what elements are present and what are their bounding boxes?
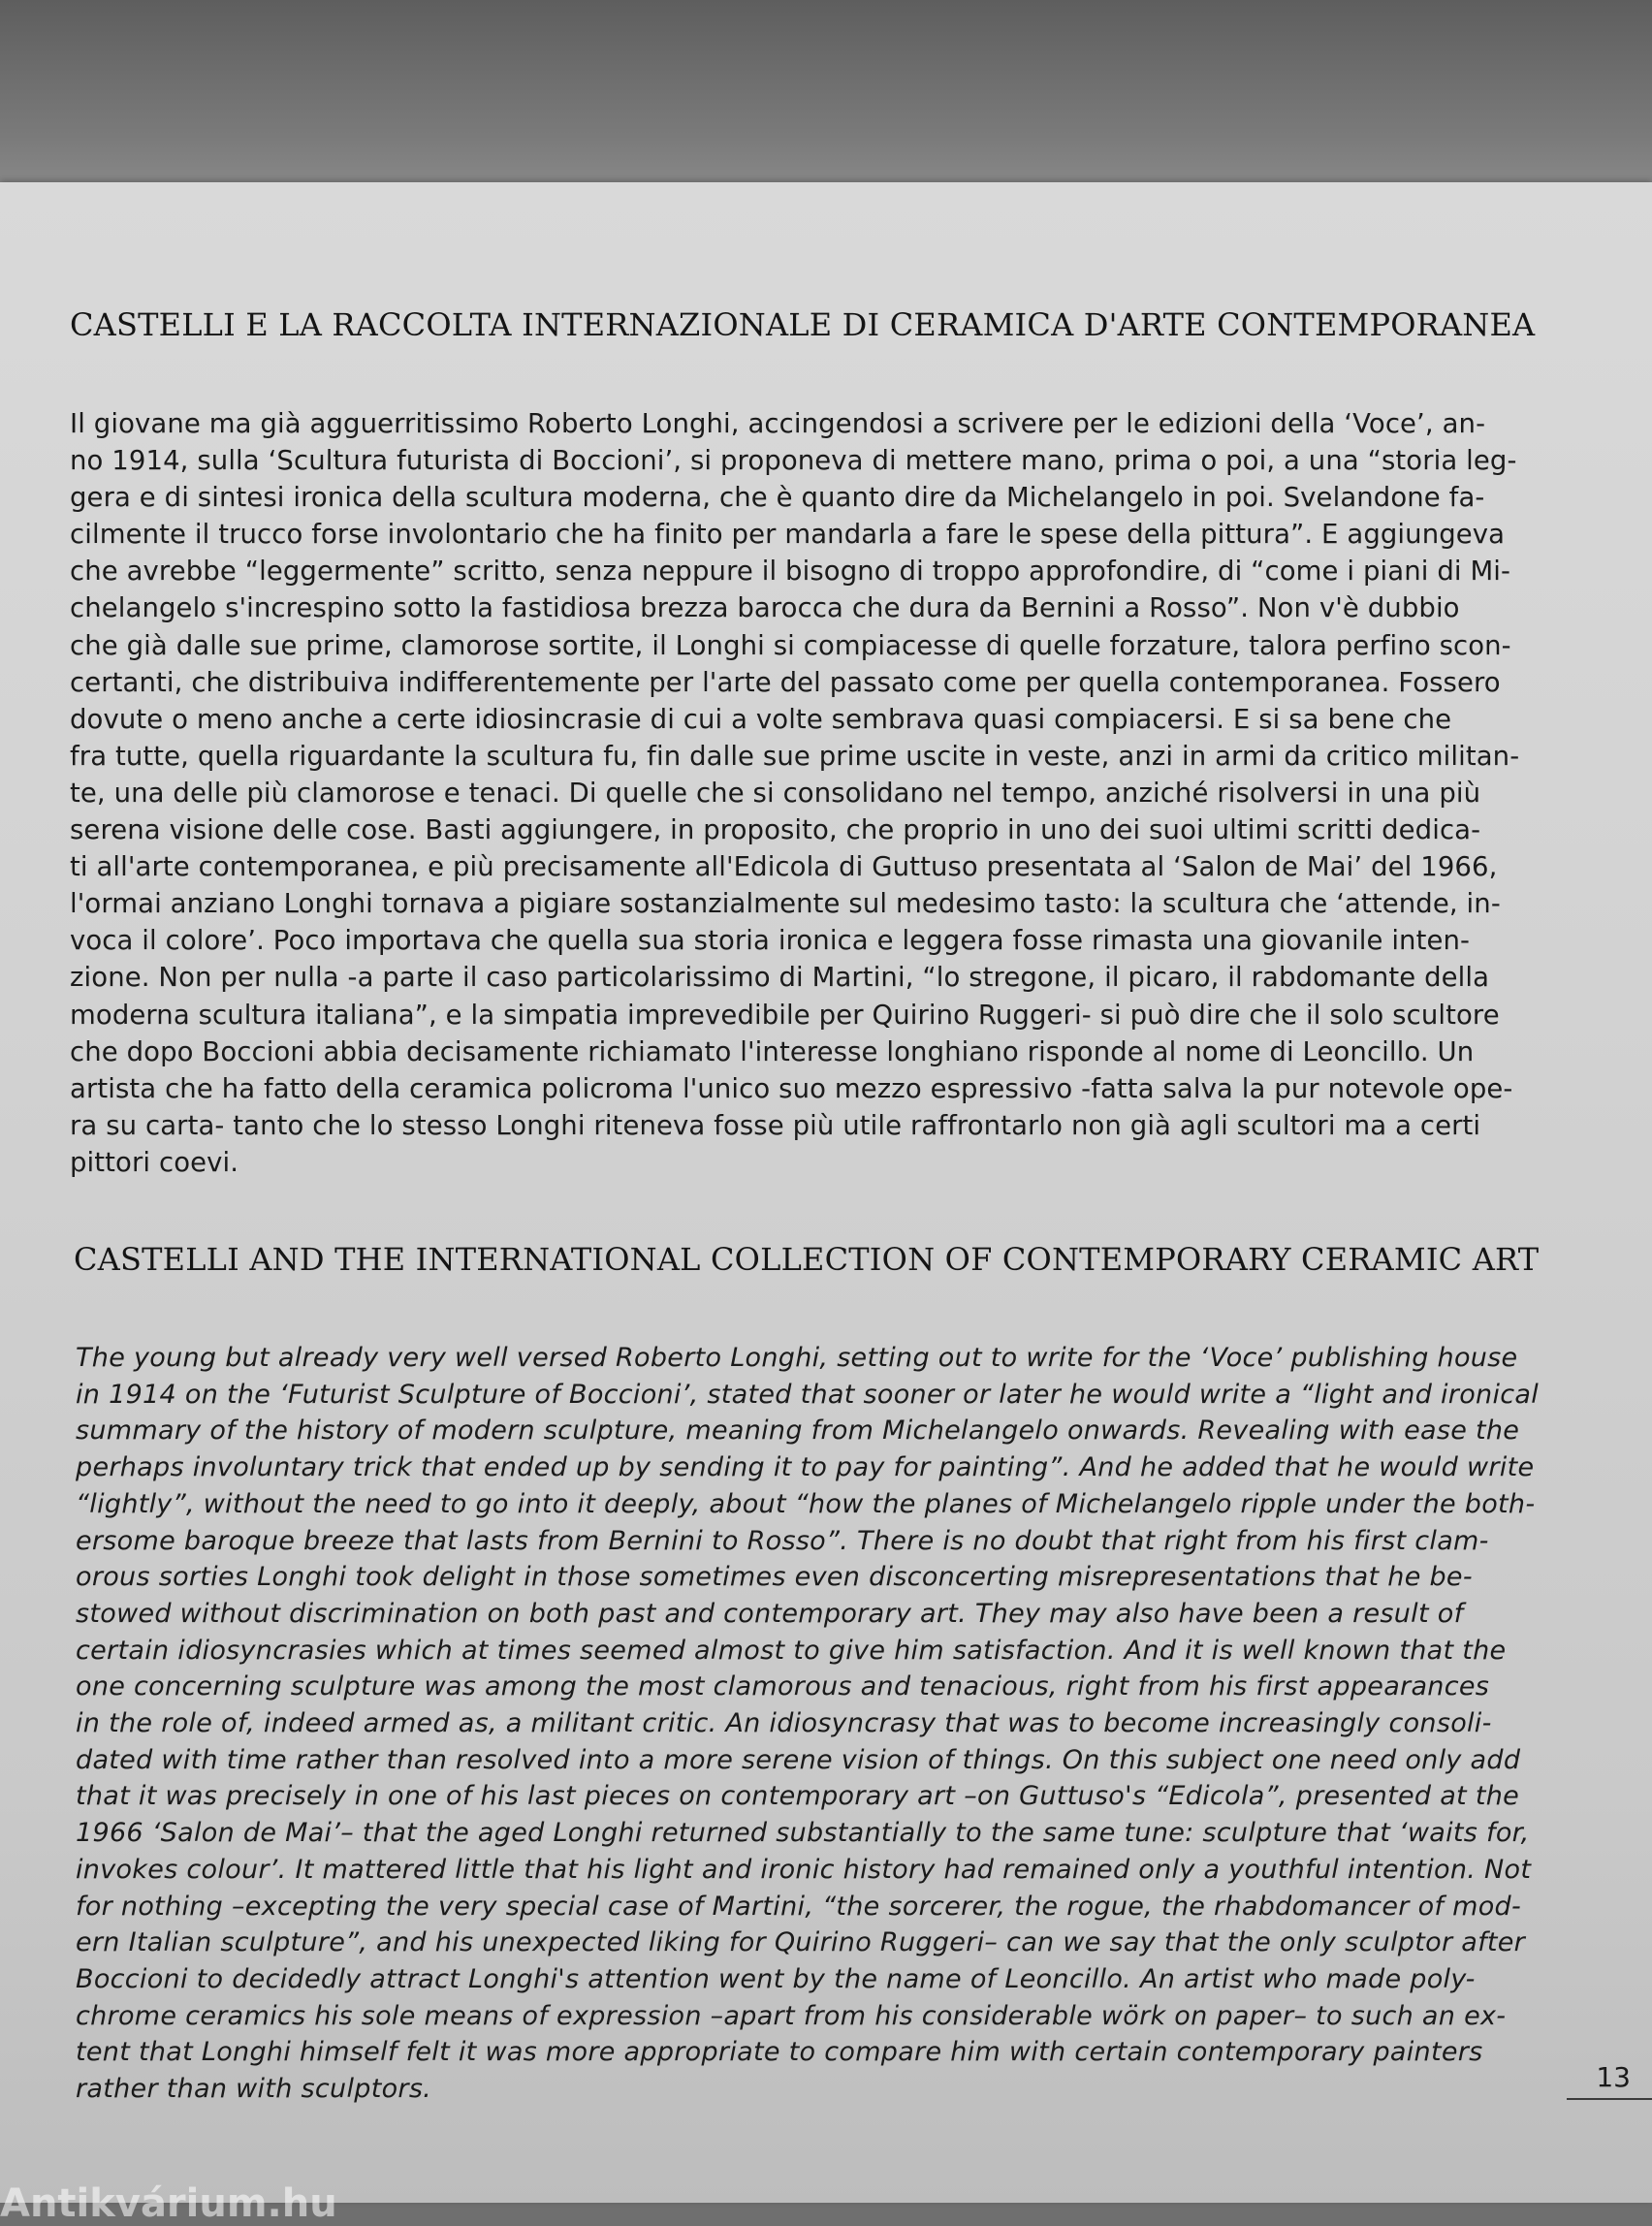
text-line: che già dalle sue prime, clamorose sortite, il Longhi si compiacesse di quelle forzature, talora perfino scon- [70,629,1511,661]
text-line: perhaps involuntary trick that ended up by sending it to pay for painting”. And he added that he would write [76,1452,1535,1483]
text-line: certain idiosyncrasies which at times seemed almost to give him satisfaction. And it is well known that the [76,1635,1507,1666]
text-line: te, una delle più clamorose e tenaci. Di quelle che si consolidano nel tempo, anziché risolversi in una più [70,777,1481,809]
text-line: Boccioni to decidedly attract Longhi's attention went by the name of Leoncillo. An artist who made poly- [76,1963,1476,1994]
text-line: fra tutte, quella riguardante la scultura fu, fin dalle sue prime uscite in veste, anzi in armi da critico militan- [70,740,1520,772]
text-line: “lightly”, without the need to go into it deeply, about “how the planes of Michelangelo ripple under the both- [76,1488,1536,1519]
text-line: rather than with sculptors. [76,2074,432,2105]
text-line: gera e di sintesi ironica della scultura moderna, che è quanto dire da Michelangelo in poi. Svelandone fa- [70,482,1485,514]
text-line: tent that Longhi himself felt it was more appropriate to compare him with certain contemporary painters [76,2037,1483,2068]
english-paragraph [76,1340,1569,2108]
background-surface [0,0,1652,194]
text-line: zione. Non per nulla -a parte il caso particolarissimo di Martini, “lo stregone, il picaro, il rabdomante della [70,962,1490,994]
text-line: pittori coevi. [70,1146,239,1178]
text-line: ern Italian sculpture”, and his unexpected liking for Quirino Ruggeri– can we say that the only sculptor after [76,1927,1526,1958]
text-line: The young but already very well versed Roberto Longhi, setting out to write for the ‘Voce’ publishing house [76,1343,1518,1373]
text-line: certanti, che distribuiva indifferentemente per l'arte del passato come per quella contemporanea. Fossero [70,666,1501,698]
text-line: invokes colour’. It mattered little that his light and ironic history had remained only a youthful intention. Not [76,1854,1532,1885]
text-line: che dopo Boccioni abbia decisamente richiamato l'interesse longhiano risponde al nome di Leoncillo. Un [70,1035,1475,1067]
text-line: dated with time rather than resolved into a more serene vision of things. On this subject one need only add [76,1744,1521,1775]
text-line: chrome ceramics his sole means of expression –apart from his considerable wörk on paper– to such an ex- [76,2000,1507,2031]
text-line: cilmente il trucco forse involontario che ha finito per mandarla a fare le spese della pittura”. E aggiungeva [70,519,1506,551]
text-line: Il giovane ma già agguerritissimo Roberto Longhi, accingendosi a scrivere per le edizioni della ‘Voce’, an- [70,408,1486,439]
text-line: moderna scultura italiana”, e la simpatia imprevedibile per Quirino Ruggeri- si può dire che il solo scultore [70,999,1500,1031]
text-line: in the role of, indeed armed as, a militant critic. An idiosyncrasy that was to become increasingly consoli- [76,1708,1492,1739]
text-line: artista che ha fatto della ceramica policroma l'unico suo mezzo espressivo -fatta salva la pur notevole ope- [70,1072,1513,1104]
page-number-rule [1567,2098,1652,2100]
text-line: orous sorties Longhi took delight in those sometimes even disconcerting misrepresentations that he be- [76,1562,1473,1593]
text-line: ti all'arte contemporanea, e più precisamente all'Edicola di Guttuso presentata al ‘Salon de Mai’ del 1966, [70,851,1498,883]
text-line: for nothing –excepting the very special case of Martini, “the sorcerer, the rogue, the rhabdomancer of mod- [76,1891,1521,1922]
text-line: voca il colore’. Poco importava che quella sua storia ironica e leggera fosse rimasta una giovanile inten- [70,925,1471,957]
italian-paragraph [70,405,1563,1181]
text-line: ersome baroque breeze that lasts from Bernini to Rosso”. There is no doubt that right from his first clam- [76,1525,1489,1556]
italian-heading: CASTELLI E LA RACCOLTA INTERNAZIONALE DI CERAMICA D'ARTE CONTEMPORANEA [70,306,1536,343]
english-heading: CASTELLI AND THE INTERNATIONAL COLLECTION OF CONTEMPORARY CERAMIC ART [74,1241,1540,1278]
text-line: ra su carta- tanto che lo stesso Longhi riteneva fosse più utile raffrontarlo non già agli scultori ma a certi [70,1109,1481,1141]
text-line: dovute o meno anche a certe idiosincrasie di cui a volte sembrava quasi compiacersi. E si sa bene che [70,703,1452,735]
text-line: one concerning sculpture was among the most clamorous and tenacious, right from his first appearances [76,1671,1490,1702]
watermark: Antikvárium.hu [0,2181,337,2226]
text-line: l'ormai anziano Longhi tornava a pigiare sostanzialmente sul medesimo tasto: la scultura che ‘attende, in- [70,888,1501,920]
text-line: that it was precisely in one of his last pieces on contemporary art –on Guttuso's “Edicola”, presented at the [76,1781,1520,1812]
text-line: serena visione delle cose. Basti aggiungere, in proposito, che proprio in uno dei suoi ultimi scritti dedica- [70,814,1481,846]
text-line: in 1914 on the ‘Futurist Sculpture of Boccioni’, stated that sooner or later he would write a “light and ironical [76,1379,1540,1410]
text-line: stowed without discrimination on both past and contemporary art. They may also have been a result of [76,1598,1464,1629]
text-line: 1966 ‘Salon de Mai’– that the aged Longhi returned substantially to the same tune: sculpture that ‘waits for, [76,1818,1530,1849]
text-line: summary of the history of modern sculpture, meaning from Michelangelo onwards. Revealing with ease the [76,1415,1520,1447]
document-page [0,182,1652,2226]
page-number: 13 [1596,2061,1631,2093]
text-line: no 1914, sulla ‘Scultura futurista di Boccioni’, si proponeva di mettere mano, prima o poi, a una “storia leg- [70,445,1517,477]
text-line: che avrebbe “leggermente” scritto, senza neppure il bisogno di troppo approfondire, di “come i piani di Mi- [70,556,1511,588]
text-line: chelangelo s'increspino sotto la fastidiosa brezza barocca che dura da Bernini a Rosso”. Non v'è dubbio [70,592,1460,624]
